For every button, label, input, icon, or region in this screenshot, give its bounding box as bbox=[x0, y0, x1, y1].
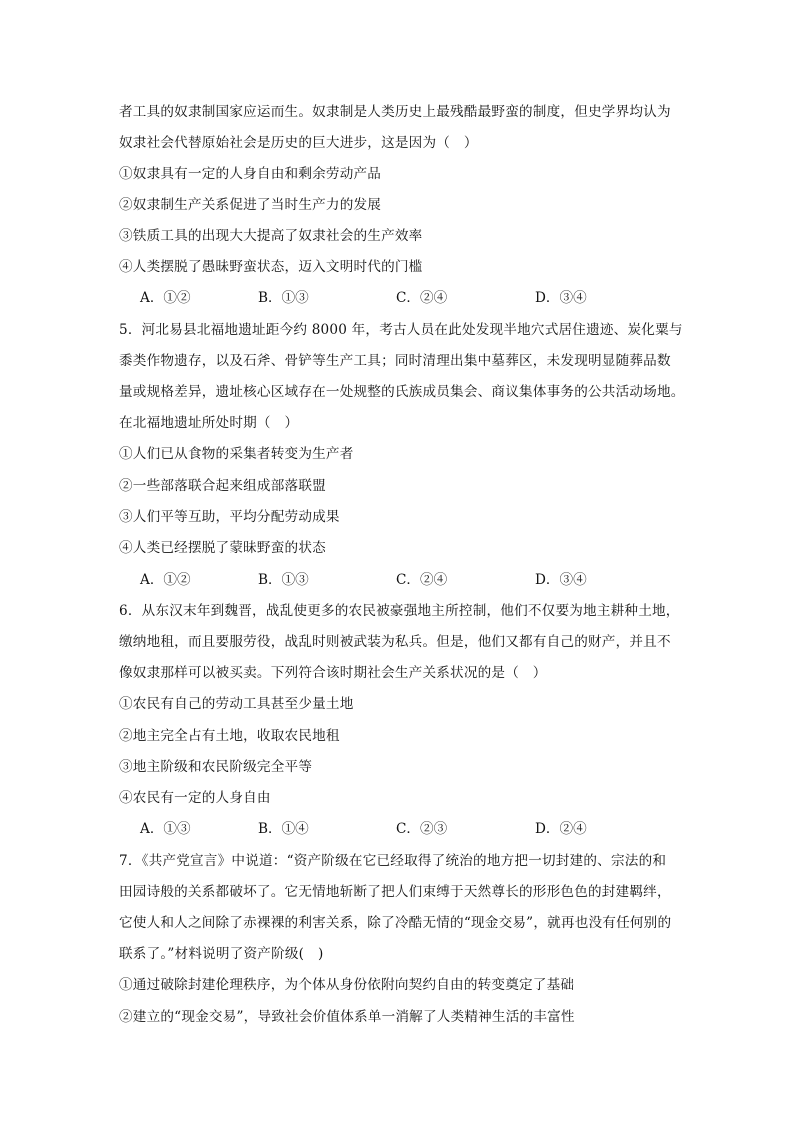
q6-item-1: ①农民有自己的劳动工具甚至少量土地 bbox=[119, 696, 354, 712]
q6-stem-line-1: 6．从东汉末年到魏晋，战乱使更多的农民被豪强地主所控制，他们不仅要为地主耕种土地， bbox=[119, 603, 680, 619]
q6-item-4: ④农民有一定的人身自由 bbox=[119, 790, 271, 806]
q4-item-1: ①奴隶具有一定的人身自由和剩余劳动产品 bbox=[119, 166, 382, 182]
q5-option-a: A．①② bbox=[140, 572, 191, 588]
q5-option-d: D．③④ bbox=[535, 572, 587, 588]
q6-option-d: D．②④ bbox=[535, 821, 587, 837]
q5-stem-line-2: 黍类作物遗存，以及石斧、骨铲等生产工具；同时清理出集中墓葬区，未发现明显随葬品数 bbox=[119, 353, 671, 369]
q7-stem-line-1: 7．《共产党宣言》中说道：“资产阶级在它已经取得了统治的地方把一切封建的、宗法的和 bbox=[119, 853, 667, 869]
q5-item-3: ③人们平等互助，平均分配劳动成果 bbox=[119, 509, 340, 525]
q4-item-2: ②奴隶制生产关系促进了当时生产力的发展 bbox=[119, 197, 382, 213]
q6-stem-line-3: 像奴隶那样可以被买卖。下列符合该时期社会生产关系状况的是（ ） bbox=[119, 665, 547, 681]
q5-stem-line-1: 5．河北易县北福地遗址距今约 8000 年，考古人员在此处发现半地穴式居住遗迹、炭化粟与 bbox=[119, 322, 683, 338]
q4-option-a: A．①② bbox=[140, 290, 191, 306]
q5-item-1: ①人们已从食物的采集者转变为生产者 bbox=[119, 446, 354, 462]
q7-item-2: ②建立的“现金交易”，导致社会价值体系单一消解了人类精神生活的丰富性 bbox=[119, 1009, 575, 1025]
q4-option-d: D．③④ bbox=[535, 290, 587, 306]
q7-item-1: ①通过破除封建伦理秩序，为个体从身份依附向契约自由的转变奠定了基础 bbox=[119, 977, 575, 993]
q5-stem-line-4: 在北福地遗址所处时期（ ） bbox=[119, 415, 299, 431]
q6-option-c: C．②③ bbox=[396, 821, 448, 837]
q6-stem-line-2: 缴纳地租，而且要服劳役，战乱时则被武装为私兵。但是，他们又都有自己的财产，并且不 bbox=[119, 634, 671, 650]
q4-stem-line-1: 者工具的奴隶制国家应运而生。奴隶制是人类历史上最残酷最野蛮的制度，但史学界均认为 bbox=[119, 104, 671, 120]
q7-stem-line-3: 它使人和人之间除了赤裸裸的利害关系，除了冷酷无情的“现金交易”，就再也没有任何别的 bbox=[119, 915, 672, 931]
q4-option-c: C．②④ bbox=[396, 290, 448, 306]
q5-stem-line-3: 量或规格差异，遗址核心区域存在一处规整的氏族成员集会、商议集体事务的公共活动场地。 bbox=[119, 384, 685, 400]
q7-stem-line-2: 田园诗般的关系都破坏了。它无情地斩断了把人们束缚于天然尊长的形形色色的封建羁绊， bbox=[119, 884, 671, 900]
q4-stem-line-2: 奴隶社会代替原始社会是历史的巨大进步，这是因为（ ） bbox=[119, 135, 478, 151]
q5-item-4: ④人类已经摆脱了蒙昧野蛮的状态 bbox=[119, 540, 326, 556]
q5-option-b: B．①③ bbox=[258, 572, 309, 588]
q4-item-4: ④人类摆脱了愚昧野蛮状态，迈入文明时代的门槛 bbox=[119, 259, 423, 275]
q4-option-b: B．①③ bbox=[258, 290, 309, 306]
q6-item-2: ②地主完全占有土地，收取农民地租 bbox=[119, 728, 340, 744]
q7-stem-line-4: 联系了。”材料说明了资产阶级( ) bbox=[119, 946, 324, 962]
q4-item-3: ③铁质工具的出现大大提高了奴隶社会的生产效率 bbox=[119, 228, 423, 244]
q6-item-3: ③地主阶级和农民阶级完全平等 bbox=[119, 759, 313, 775]
q5-item-2: ②一些部落联合起来组成部落联盟 bbox=[119, 478, 326, 494]
q6-option-a: A．①③ bbox=[140, 821, 191, 837]
q6-option-b: B．①④ bbox=[258, 821, 309, 837]
q5-option-c: C．②④ bbox=[396, 572, 448, 588]
